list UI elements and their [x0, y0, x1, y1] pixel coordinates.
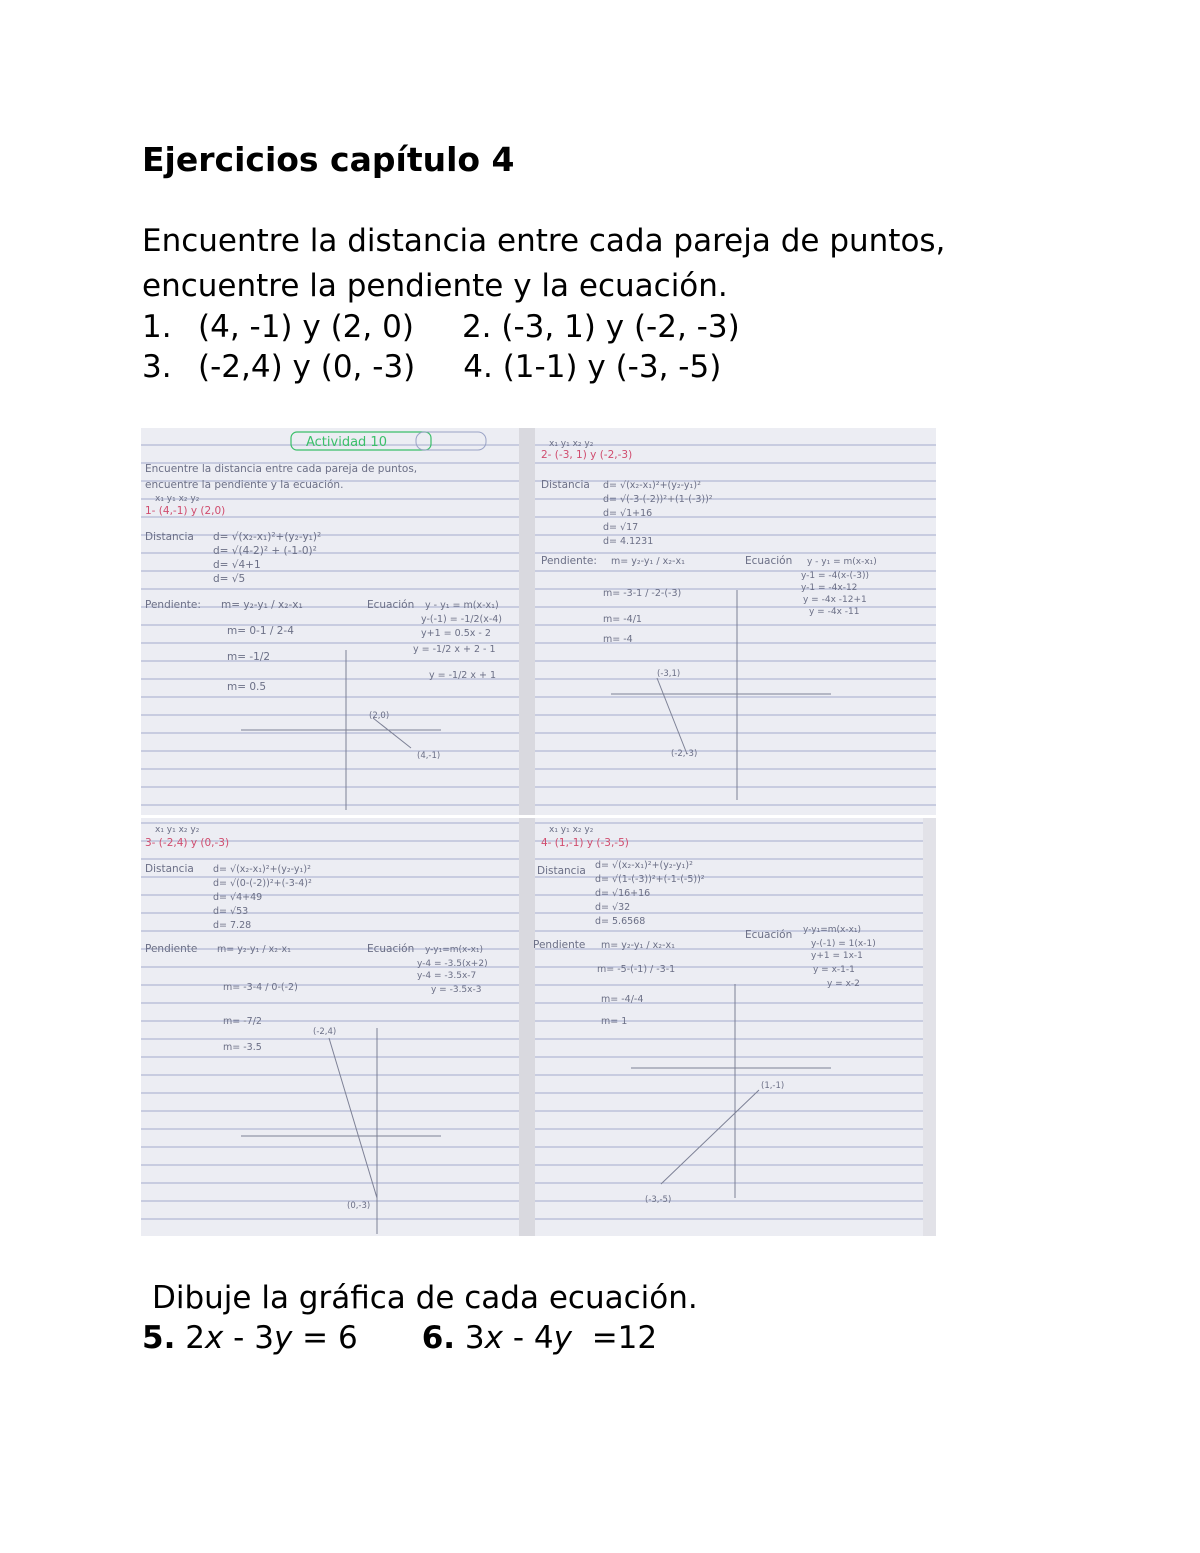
problem-1-number: 1. — [142, 309, 172, 345]
p3-d2: d= √(0-(-2))²+(-3-4)² — [213, 878, 312, 889]
p2-e3: y-1 = -4x-12 — [801, 583, 858, 593]
p1-prompt-1: Encuentre la distancia entre cada pareja de puntos, — [145, 463, 418, 475]
p3-distancia-label: Distancia — [145, 863, 194, 875]
p4-m4: m= 1 — [601, 1016, 628, 1027]
notebook-photo-1 — [141, 428, 529, 815]
equation-6-mid: - 4 — [503, 1320, 554, 1356]
p3-e2: y-4 = -3.5(x+2) — [417, 959, 488, 969]
p3-d4: d= √53 — [213, 906, 249, 917]
p2-pendiente-label: Pendiente: — [541, 555, 597, 567]
p3-m2: m= -3-4 / 0-(-2) — [223, 982, 298, 993]
p1-ecuacion-label: Ecuación — [367, 599, 415, 611]
p4-e2: y-(-1) = 1(x-1) — [811, 939, 876, 949]
instruction-line-1: Encuentre la distancia entre cada pareja de puntos, — [142, 223, 946, 259]
p2-d1: d= √(x₂-x₁)²+(y₂-y₁)² — [603, 480, 701, 491]
p3-d3: d= √4+49 — [213, 892, 263, 903]
p1-pt-a: (2,0) — [369, 711, 390, 721]
problem-4-text: (1-1) y (-3, -5) — [502, 349, 722, 385]
photo-4-paper — [529, 818, 936, 1236]
p4-pt-a: (1,-1) — [761, 1081, 785, 1091]
p4-ecuacion-label: Ecuación — [745, 929, 793, 941]
problem-row-1 — [142, 309, 740, 345]
p4-pt-b: (-3,-5) — [645, 1195, 672, 1205]
p4-d1: d= √(x₂-x₁)²+(y₂-y₁)² — [595, 860, 693, 871]
problem-1-text: (4, -1) y (2, 0) — [198, 309, 414, 345]
problem-2-text: (-3, 1) y (-2, -3) — [501, 309, 740, 345]
p2-points: 2- (-3, 1) y (-2,-3) — [541, 449, 633, 461]
p2-pt-b: (-2,-3) — [671, 749, 698, 759]
p1-m4: m= 0.5 — [227, 681, 267, 693]
p3-ecuacion-label: Ecuación — [367, 943, 415, 955]
p1-m3: m= -1/2 — [227, 651, 271, 663]
problem-row-2 — [142, 349, 721, 385]
p1-m2: m= 0-1 / 2-4 — [227, 625, 294, 637]
p2-m3: m= -4/1 — [603, 614, 642, 625]
p3-m1: m= y₂-y₁ / x₂-x₁ — [217, 944, 291, 955]
p4-e1: y-y₁=m(x-x₁) — [803, 925, 862, 935]
p2-d3: d= √1+16 — [603, 508, 653, 519]
photo-2-paper — [529, 428, 936, 815]
p3-vars: x₁ y₁ x₂ y₂ — [155, 825, 200, 835]
p1-e3: y+1 = 0.5x - 2 — [421, 628, 491, 639]
p1-vars: x₁ y₁ x₂ y₂ — [155, 494, 200, 504]
photo-1-header-tag: Actividad 10 — [306, 435, 387, 450]
p3-m4: m= -3.5 — [223, 1042, 262, 1053]
p3-e3: y-4 = -3.5x-7 — [417, 971, 477, 981]
notebook-photo-4 — [529, 818, 936, 1236]
p3-d5: d= 7.28 — [213, 920, 252, 931]
problem-2-number: 2. — [461, 309, 492, 345]
notebook-photo-2 — [529, 428, 936, 815]
equation-6-coef-x: 3 — [464, 1320, 485, 1356]
page-title: Ejercicios capítulo 4 — [142, 140, 515, 179]
problem-3-text: (-2,4) y (0, -3) — [198, 349, 416, 385]
p4-m1: m= y₂-y₁ / x₂-x₁ — [601, 940, 675, 951]
p1-d2: d= √(4-2)² + (-1-0)² — [213, 545, 317, 557]
p2-d2: d= √(-3-(-2))²+(1-(-3))² — [603, 494, 713, 505]
equation-5-var-y: y — [273, 1320, 293, 1356]
p2-distancia-label: Distancia — [541, 479, 590, 491]
p4-e4: y = x-1-1 — [813, 965, 855, 975]
equation-6-var-x: x — [484, 1320, 504, 1356]
p4-m2: m= -5-(-1) / -3-1 — [597, 964, 676, 975]
p2-m4: m= -4 — [603, 634, 633, 645]
p2-d5: d= 4.1231 — [603, 536, 654, 547]
notebook-photos — [141, 428, 936, 1236]
p3-e4: y = -3.5x-3 — [431, 985, 482, 995]
p1-m1: m= y₂-y₁ / x₂-x₁ — [221, 599, 303, 611]
equation-6-number: 6. — [421, 1320, 456, 1356]
p3-e1: y-y₁=m(x-x₁) — [425, 945, 484, 955]
problem-3-number: 3. — [142, 349, 172, 385]
p1-e5: y = -1/2 x + 1 — [429, 670, 497, 681]
p3-pt-b: (0,-3) — [347, 1201, 371, 1211]
instruction-line-2: encuentre la pendiente y la ecuación. — [142, 268, 728, 304]
p4-points: 4- (1,-1) y (-3,-5) — [541, 837, 629, 849]
p2-e1: y - y₁ = m(x-x₁) — [807, 557, 877, 567]
p2-ecuacion-label: Ecuación — [745, 555, 793, 567]
p4-d3: d= √16+16 — [595, 888, 651, 899]
p2-e4: y = -4x -12+1 — [803, 595, 867, 605]
p3-pt-a: (-2,4) — [313, 1027, 337, 1037]
section-2-heading: Dibuje la gráfica de cada ecuación. — [152, 1280, 698, 1316]
p3-m3: m= -7/2 — [223, 1016, 262, 1027]
p2-e2: y-1 = -4(x-(-3)) — [801, 571, 869, 581]
equation-6-rest: =12 — [572, 1320, 658, 1356]
p4-e3: y+1 = 1x-1 — [811, 951, 863, 961]
p1-d1: d= √(x₂-x₁)²+(y₂-y₁)² — [213, 531, 322, 543]
p4-vars: x₁ y₁ x₂ y₂ — [549, 825, 594, 835]
equation-5-number: 5. — [142, 1320, 176, 1356]
p4-m3: m= -4/-4 — [601, 994, 644, 1005]
notebook-photo-3 — [141, 818, 529, 1236]
p1-e2: y-(-1) = -1/2(x-4) — [421, 614, 502, 625]
p1-e1: y - y₁ = m(x-x₁) — [425, 600, 499, 611]
p2-m1: m= y₂-y₁ / x₂-x₁ — [611, 556, 685, 567]
p3-points: 3- (-2,4) y (0,-3) — [145, 837, 230, 849]
p4-pendiente-label: Pendiente — [533, 939, 586, 951]
p4-e5: y = x-2 — [827, 979, 860, 989]
p1-e4: y = -1/2 x + 2 - 1 — [413, 644, 496, 655]
p4-d4: d= √32 — [595, 902, 631, 913]
p1-d4: d= √5 — [213, 573, 246, 585]
p2-m2: m= -3-1 / -2-(-3) — [603, 588, 682, 599]
equation-5-rest: = 6 — [292, 1320, 358, 1356]
equation-5-mid: - 3 — [223, 1320, 274, 1356]
p2-e5: y = -4x -11 — [809, 607, 860, 617]
equation-5-var-x: x — [204, 1320, 224, 1356]
p2-pt-a: (-3,1) — [657, 669, 681, 679]
equation-6-var-y: y — [553, 1320, 572, 1356]
p4-distancia-label: Distancia — [537, 865, 586, 877]
equation-row — [142, 1320, 657, 1356]
p3-pendiente-label: Pendiente — [145, 943, 198, 955]
p1-pendiente-label: Pendiente: — [145, 599, 201, 611]
p2-vars: x₁ y₁ x₂ y₂ — [549, 439, 594, 449]
p1-distancia-label: Distancia — [145, 531, 194, 543]
p2-d4: d= √17 — [603, 522, 639, 533]
p4-d5: d= 5.6568 — [595, 916, 646, 927]
problem-4-number: 4. — [463, 349, 493, 385]
p1-points: 1- (4,-1) y (2,0) — [145, 505, 226, 517]
equation-5-coef-x: 2 — [185, 1320, 205, 1356]
p3-d1: d= √(x₂-x₁)²+(y₂-y₁)² — [213, 864, 311, 875]
p1-pt-b: (4,-1) — [417, 751, 441, 761]
p1-d3: d= √4+1 — [213, 559, 261, 571]
p4-d2: d= √(1-(-3))²+(-1-(-5))² — [595, 874, 705, 885]
p1-prompt-2: encuentre la pendiente y la ecuación. — [145, 479, 344, 491]
